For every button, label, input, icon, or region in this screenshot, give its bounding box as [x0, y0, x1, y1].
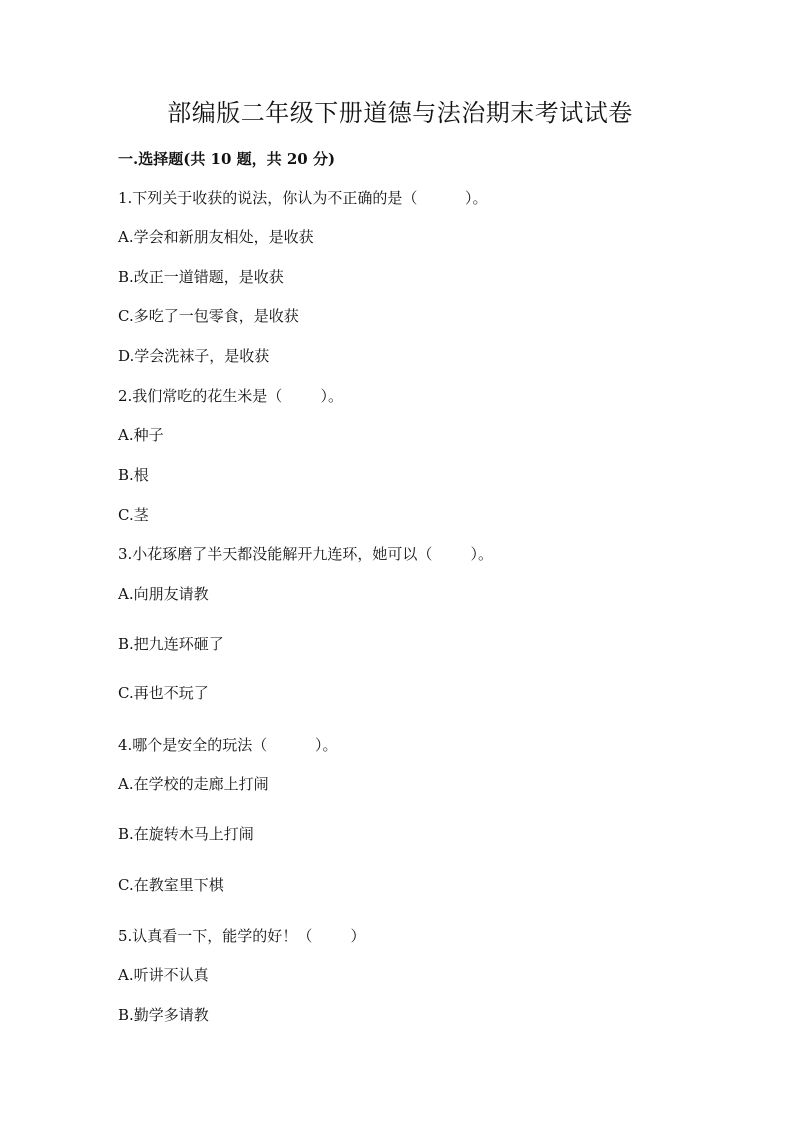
question-3-stem: 3.小花琢磨了半天都没能解开九连环，她可以（ ）。	[118, 545, 493, 563]
page-title: 部编版二年级下册道德与法治期末考试试卷	[167, 99, 633, 127]
question-5-option-b: B.勤学多请教	[118, 1006, 209, 1024]
question-2-option-a: A.种子	[118, 426, 164, 444]
question-4-option-c: C.在教室里下棋	[118, 876, 224, 894]
question-5-stem: 5.认真看一下，能学的好！（ ）	[118, 927, 366, 945]
question-2-stem: 2.我们常吃的花生米是（ ）。	[118, 387, 343, 405]
question-3-option-b: B.把九连环砸了	[118, 635, 224, 653]
question-4-option-b: B.在旋转木马上打闹	[118, 825, 254, 843]
question-1-stem: 1.下列关于收获的说法，你认为不正确的是（ ）。	[118, 189, 488, 207]
question-1-option-b: B.改正一道错题，是收获	[118, 268, 284, 286]
question-2-option-c: C.茎	[118, 506, 149, 524]
question-2-option-b: B.根	[118, 466, 149, 484]
section-heading: 一.选择题(共 10 题，共 20 分)	[118, 150, 336, 168]
question-1-option-a: A.学会和新朋友相处，是收获	[118, 228, 314, 246]
question-4-option-a: A.在学校的走廊上打闹	[118, 775, 269, 793]
question-1-option-d: D.学会洗袜子，是收获	[118, 347, 270, 365]
question-4-stem: 4.哪个是安全的玩法（ ）。	[118, 736, 338, 754]
question-3-option-a: A.向朋友请教	[118, 585, 209, 603]
question-1-option-c: C.多吃了一包零食，是收获	[118, 307, 299, 325]
question-3-option-c: C.再也不玩了	[118, 684, 209, 702]
question-5-option-a: A.听讲不认真	[118, 966, 209, 984]
